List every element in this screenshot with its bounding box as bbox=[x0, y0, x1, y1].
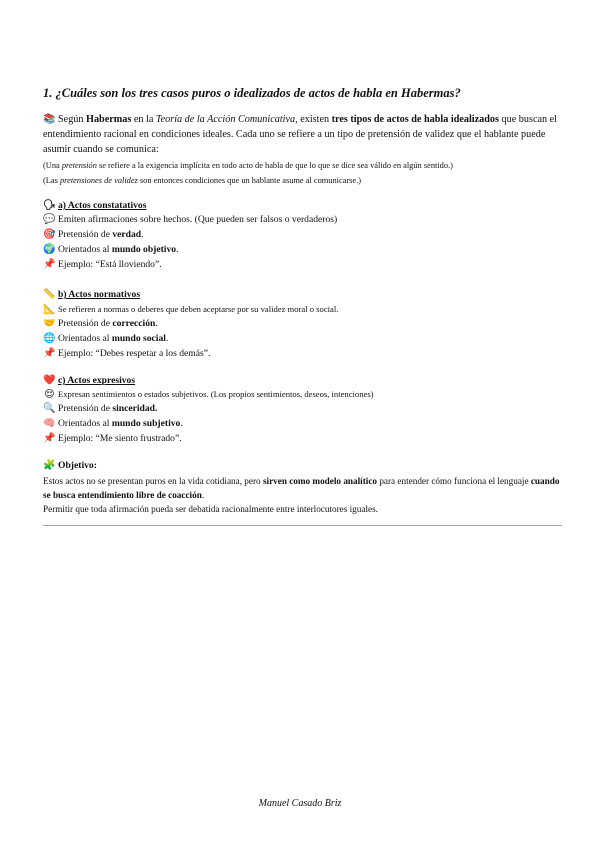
section-c-line-4: 📌 Ejemplo: “Me siento frustrado”. bbox=[43, 433, 182, 444]
intro-paragraph: 📚 Según Habermas en la Teoría de la Acción Comunicativa, existen tres tipos de actos de habla idealizados que buscan el entendimiento racional en condiciones ideales. Cada uno se refiere a un tipo de pretensión de validez que el hablante puede asumir cuando se comunica: bbox=[43, 114, 557, 155]
objective-paragraph-1: Estos actos no se presentan puros en la vida cotidiana, pero sirven como modelo analítico para entender cómo funciona el lenguaje cuando se busca entendimiento libre de coacción. bbox=[43, 476, 560, 500]
brain-icon: 🧠 bbox=[43, 418, 56, 429]
speech-bubble-icon: 💬 bbox=[43, 214, 56, 225]
note-pretension: (Una pretensión se refiere a la exigencia implícita en todo acto de habla de que lo que se dice sea válido en algún sentido.) bbox=[43, 161, 453, 170]
section-b-line-3: 🌐 Orientados al mundo social. bbox=[43, 333, 169, 344]
note-pretensiones-validez: (Las pretensiones de validez son entonces condiciones que un hablante asume al comunicarse.) bbox=[43, 176, 362, 185]
section-a-heading: 🗣 a) Actos constatativos bbox=[43, 200, 147, 211]
heart-icon: ❤️ bbox=[43, 375, 56, 386]
question-title: 1. ¿Cuáles son los tres casos puros o idealizados de actos de habla en Habermas? bbox=[43, 86, 461, 100]
target-icon: 🎯 bbox=[43, 229, 56, 240]
pushpin-icon: 📌 bbox=[43, 348, 56, 359]
section-c-line-2: 🔍 Pretensión de sinceridad. bbox=[43, 403, 158, 414]
section-b-line-1: 📐 Se refieren a normas o deberes que deben aceptarse por su validez moral o social. bbox=[43, 304, 339, 315]
pushpin-icon: 📌 bbox=[43, 433, 56, 444]
handshake-icon: 🤝 bbox=[43, 318, 56, 329]
objective-paragraph-2: Permitir que toda afirmación pueda ser debatida racionalmente entre interlocutores iguales. bbox=[43, 504, 378, 514]
pushpin-icon: 📌 bbox=[43, 259, 56, 270]
horizontal-divider bbox=[43, 525, 562, 526]
section-c-line-3: 🧠 Orientados al mundo subjetivo. bbox=[43, 418, 183, 429]
books-icon: 📚 bbox=[43, 114, 56, 125]
magnifying-glass-icon: 🔍 bbox=[43, 403, 56, 414]
section-a-line-1: 💬 Emiten afirmaciones sobre hechos. (Que pueden ser falsos o verdaderos) bbox=[43, 214, 338, 225]
speaking-head-icon: 🗣 bbox=[43, 200, 56, 211]
objective-heading: 🧩 Objetivo: bbox=[43, 460, 97, 471]
section-a-line-2: 🎯 Pretensión de verdad. bbox=[43, 229, 144, 240]
puzzle-piece-icon: 🧩 bbox=[43, 460, 56, 471]
globe-icon: 🌍 bbox=[43, 244, 56, 255]
section-b-heading: 📏 b) Actos normativos bbox=[43, 289, 141, 300]
section-b-line-2: 🤝 Pretensión de corrección. bbox=[43, 318, 158, 329]
ruler-icon: 📏 bbox=[43, 289, 56, 300]
section-a-line-3: 🌍 Orientados al mundo objetivo. bbox=[43, 244, 179, 255]
smiling-face-icon: 😌 bbox=[44, 389, 55, 400]
section-c-line-1: 😌 Expresan sentimientos o estados subjetivos. (Los propios sentimientos, deseos, intenciones) bbox=[44, 389, 374, 400]
triangular-ruler-icon: 📐 bbox=[43, 304, 56, 315]
section-b-line-4: 📌 Ejemplo: “Debes respetar a los demás”. bbox=[43, 348, 211, 359]
footer-author: Manuel Casado Briz bbox=[258, 798, 342, 809]
section-c-heading: ❤️ c) Actos expresivos bbox=[43, 375, 136, 386]
section-a-line-4: 📌 Ejemplo: “Está lloviendo”. bbox=[43, 259, 162, 270]
globe-meridians-icon: 🌐 bbox=[43, 333, 56, 344]
